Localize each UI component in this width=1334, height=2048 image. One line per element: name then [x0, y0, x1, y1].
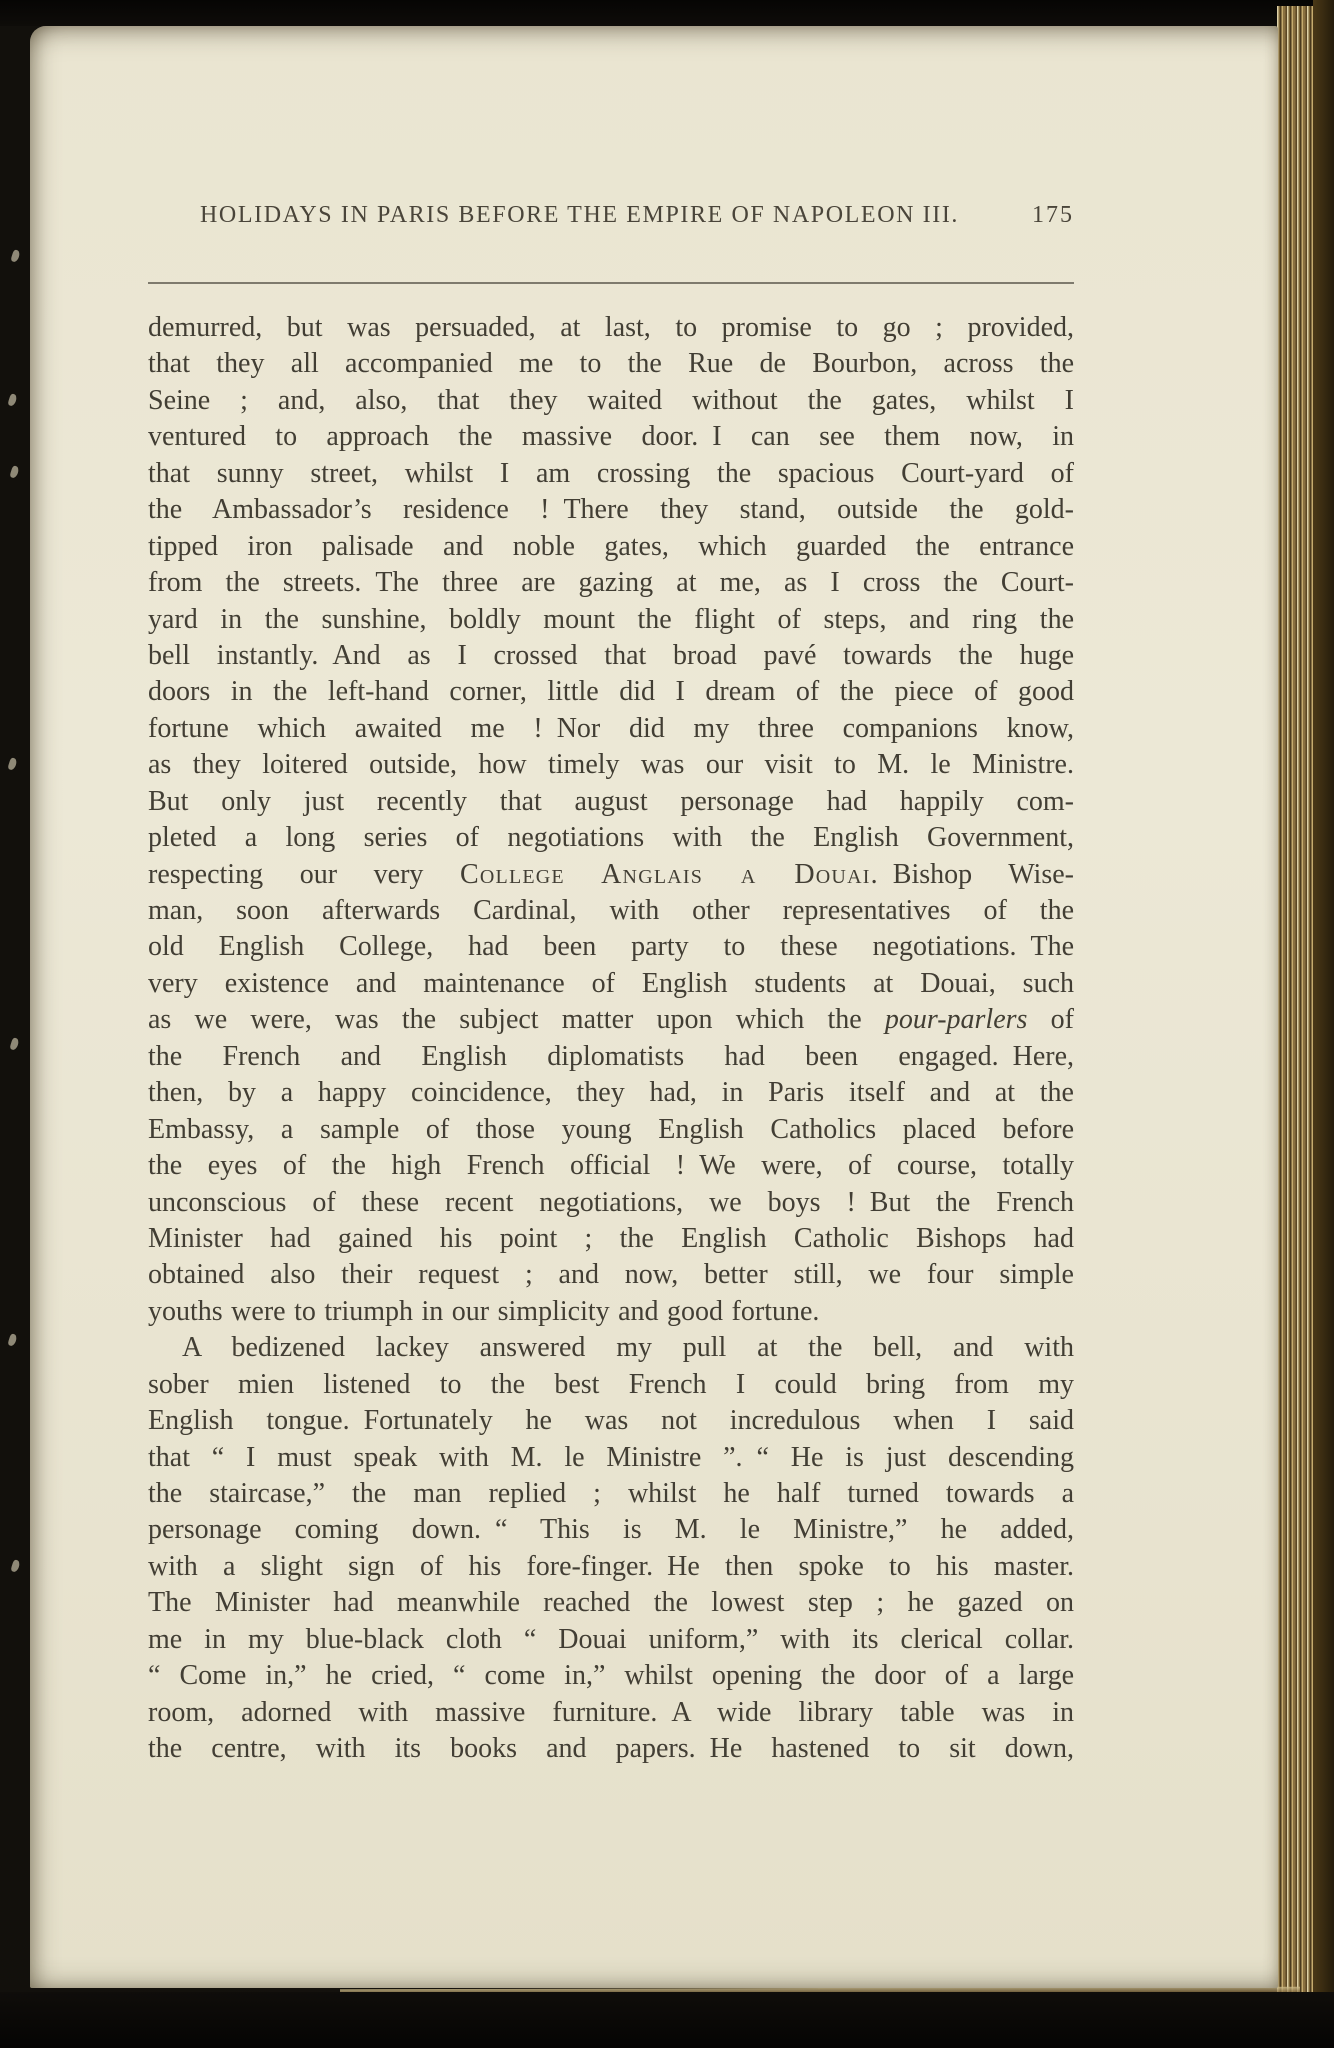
text-segment: that “ I must speak with M. le Ministre ”. “ He is just descending	[148, 1441, 1074, 1473]
text-segment: very existence and maintenance of English students at Douai, such	[148, 967, 1074, 999]
text-line	[148, 1658, 1074, 1694]
text-segment: as we were, was the subject matter upon which the	[148, 1004, 885, 1036]
text-line	[148, 1403, 1074, 1439]
running-head	[148, 202, 1074, 229]
text-line	[148, 1330, 1074, 1366]
text-segment: Minister had gained his point ; the English Catholic Bishops had	[148, 1222, 1074, 1254]
text-line	[148, 456, 1074, 492]
text-line	[148, 929, 1074, 965]
text-line	[148, 1257, 1074, 1293]
photo-bottom-band	[0, 1992, 1334, 2048]
text-line	[148, 1622, 1074, 1658]
text-segment: the Ambassador’s residence ! There they stand, outside the gold-	[148, 494, 1074, 526]
body-text	[148, 310, 1074, 1768]
page-number: 175	[1032, 202, 1074, 228]
text-segment: that sunny street, whilst I am crossing the spacious Court-yard of	[148, 457, 1074, 489]
gutter-speck	[9, 1037, 19, 1051]
text-line	[148, 674, 1074, 710]
gutter-speck	[10, 249, 20, 263]
text-segment: ventured to approach the massive door. I can see them now, in	[148, 421, 1074, 453]
text-segment: But only just recently that august personage had happily com-	[148, 785, 1074, 817]
text-line	[148, 1002, 1074, 1038]
text-segment: respecting our very	[148, 858, 461, 890]
text-segment: pleted a long series of negotiations with the English Government,	[148, 822, 1074, 854]
text-segment: personage coming down. “ This is M. le Ministre,” he added,	[148, 1514, 1074, 1546]
text-segment: youths were to triumph in our simplicity and good fortune.	[148, 1295, 820, 1327]
text-segment: Bishop Wise-	[878, 858, 1074, 890]
book-page	[30, 26, 1278, 1988]
text-line	[148, 1512, 1074, 1548]
text-segment: A bedizened lackey answered my pull at the bell, and with	[182, 1332, 1074, 1364]
italic-text: pour-parlers	[884, 1004, 1028, 1036]
text-segment: obtained also their request ; and now, better still, we four simple	[148, 1259, 1074, 1291]
text-line	[148, 1440, 1074, 1476]
text-segment: Seine ; and, also, that they waited without the gates, whilst I	[148, 384, 1074, 416]
photo-top-band	[0, 0, 1334, 26]
text-segment: man, soon afterwards Cardinal, with other representatives of the	[148, 895, 1074, 926]
gutter-speck	[7, 393, 17, 407]
text-segment: tipped iron palisade and noble gates, which guarded the entrance	[148, 530, 1074, 562]
gutter-speck	[10, 1559, 20, 1573]
text-segment: room, adorned with massive furniture. A wide library table was in	[148, 1696, 1074, 1728]
text-line	[148, 1148, 1074, 1184]
text-line	[148, 419, 1074, 455]
text-segment: demurred, but was persuaded, at last, to promise to go ; provided,	[148, 312, 1074, 343]
text-segment: that they all accompanied me to the Rue de Bourbon, across the	[148, 348, 1074, 380]
text-line	[148, 1476, 1074, 1512]
text-line	[148, 1075, 1074, 1111]
text-segment: Embassy, a sample of those young English Catholics placed before	[148, 1113, 1074, 1145]
text-segment: fortune which awaited me ! Nor did my three companions know,	[148, 712, 1074, 744]
text-line	[148, 529, 1074, 565]
running-head-title: HOLIDAYS IN PARIS BEFORE THE EMPIRE OF NAPOLEON III.	[200, 202, 960, 228]
text-line	[148, 1549, 1074, 1585]
text-segment: old English College, had been party to these negotiations. The	[148, 931, 1074, 963]
header-rule	[148, 282, 1074, 284]
text-segment: the eyes of the high French official ! We were, of course, totally	[148, 1150, 1074, 1182]
text-line	[148, 966, 1074, 1002]
text-segment: The Minister had meanwhile reached the lowest step ; he gazed on	[148, 1587, 1074, 1619]
text-line	[148, 1731, 1074, 1767]
text-line	[148, 1039, 1074, 1075]
gutter-speck	[9, 465, 19, 479]
text-line	[148, 1367, 1074, 1403]
text-segment: sober mien listened to the best French I could bring from my	[148, 1368, 1074, 1400]
text-line	[148, 310, 1074, 346]
text-line	[148, 820, 1074, 856]
text-segment: as they loitered outside, how timely was our visit to M. le Ministre.	[148, 749, 1074, 781]
text-segment: English tongue. Fortunately he was not incredulous when I said	[148, 1405, 1074, 1437]
gutter-speck	[7, 1333, 17, 1347]
text-segment: “ Come in,” he cried, “ come in,” whilst opening the door of a large	[148, 1660, 1074, 1692]
text-line	[148, 747, 1074, 783]
text-segment: me in my blue-black cloth “ Douai uniform,” with its clerical collar.	[148, 1623, 1074, 1655]
text-segment: bell instantly. And as I crossed that broad pavé towards the huge	[148, 639, 1074, 671]
text-segment: yard in the sunshine, boldly mount the flight of steps, and ring the	[148, 603, 1074, 635]
text-line	[148, 638, 1074, 674]
text-line	[148, 1185, 1074, 1221]
text-line	[148, 383, 1074, 419]
text-line	[148, 1695, 1074, 1731]
text-line	[148, 1585, 1074, 1621]
text-line	[148, 492, 1074, 528]
text-line	[148, 346, 1074, 382]
page-fore-edge-stack	[1277, 6, 1315, 2024]
text-segment: the French and English diplomatists had been engaged. Here,	[148, 1040, 1074, 1072]
text-line	[148, 711, 1074, 747]
text-line	[148, 565, 1074, 601]
text-line	[148, 1112, 1074, 1148]
gutter-speck	[7, 757, 17, 771]
text-segment: from the streets. The three are gazing at me, as I cross the Court-	[148, 567, 1074, 599]
text-line	[148, 602, 1074, 638]
text-segment: the staircase,” the man replied ; whilst he half turned towards a	[148, 1478, 1074, 1509]
text-segment: doors in the left-hand corner, little did I dream of the piece of good	[148, 676, 1074, 708]
text-line	[148, 1294, 1074, 1330]
text-segment: of	[1027, 1004, 1074, 1036]
text-segment: unconscious of these recent negotiations, we boys ! But the French	[148, 1186, 1074, 1218]
text-segment: the centre, with its books and papers. He hastened to sit down,	[148, 1733, 1074, 1765]
text-line	[148, 893, 1074, 929]
text-line	[148, 784, 1074, 820]
text-segment: with a slight sign of his fore-finger. He then spoke to his master.	[148, 1550, 1074, 1582]
text-line	[148, 857, 1074, 893]
smallcaps-text: College Anglais a Douai.	[460, 858, 879, 890]
text-segment: then, by a happy coincidence, they had, in Paris itself and at the	[148, 1077, 1074, 1109]
text-line	[148, 1221, 1074, 1257]
book-cover-edge	[1313, 0, 1334, 2048]
